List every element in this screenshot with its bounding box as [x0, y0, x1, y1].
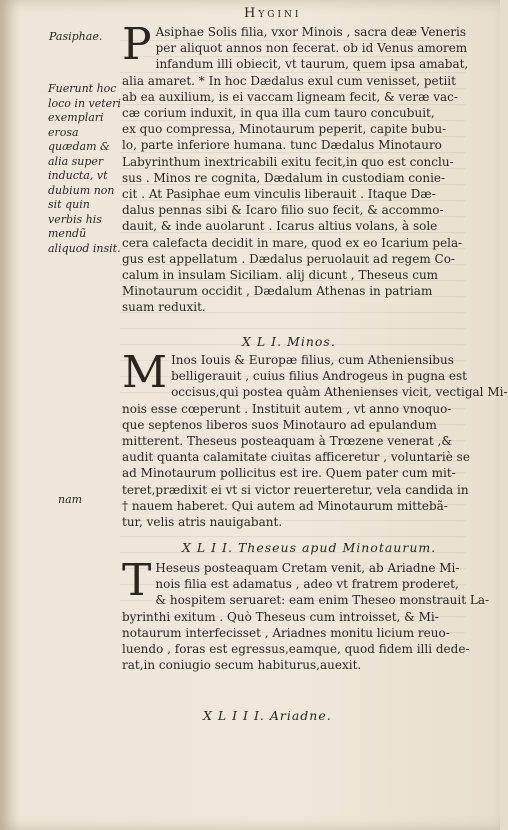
margin-note-emendation: Fuerunt hoc loco in veteri exemplari erosa quædam & alia super inducta, vt dubium non sit quin verbis his mendũ aliquod insit. [48, 82, 121, 255]
text-line: cæ corium induxit, in qua illa cum tauro concubuit, [122, 106, 435, 121]
dropcap: T [122, 555, 152, 606]
text-line: teret,prædixit ei vt si victor reuerteretur, vela candida in [122, 482, 469, 497]
section-theseus [122, 555, 490, 673]
text-line: calum in insulam Siciliam. alij dicunt , Theseus cum [122, 268, 439, 283]
text-line: & hospitem seruaret: eam enim Theseo monstrauit La- [155, 593, 490, 608]
text-line: ex quo compressa, Minotaurum peperit, capite bubu- [122, 122, 447, 137]
text-line: gus est appellatum . Dædalus peruolauit ad regem Co- [122, 251, 455, 266]
margin-note-nam: nam [58, 493, 83, 506]
text-line: Heseus posteaquam Cretam venit, ab Ariadne Mi- [155, 561, 460, 575]
text-line: dauit, & inde auolarunt . Icarus altius volans, à sole [122, 219, 438, 234]
text-line: lo, parte inferiore humana. tunc Dædalus Minotauro [122, 138, 442, 153]
margin-note-pasiphae: Pasiphae. [49, 30, 103, 43]
text-line: Labyrinthum inextricabili exitu fecit,in quo est conclu- [122, 154, 454, 169]
text-line: alia amaret. * In hoc Dædalus exul cum venisset, petiit [122, 73, 456, 88]
chapter-heading-minos: X L I. Minos. [242, 334, 336, 349]
text-line: notaurum interfecisset , Ariadnes monitu licium reuo- [122, 625, 450, 640]
text-line: cera calefacta decidit in mare, quod ex eo Icarium pela- [122, 235, 463, 250]
text-line: tur, velis atris nauigabant. [122, 515, 283, 530]
text-line: luendo , foras est egressus,eamque, quod fidem illi dede- [122, 642, 470, 657]
text-line: byrinthi exitum . Quò Theseus cum introisset, & Mi- [122, 609, 439, 624]
text-line: rat,in coniugio secum habiturus,auexit. [122, 658, 362, 673]
text-line: belligerauit , cuius filius Androgeus in pugna est [171, 369, 468, 384]
text-line: audit quanta calamitate ciuitas afficeretur , voluntariè se [122, 450, 470, 465]
text-line: occisus,qui postea quàm Athenienses vicit, vectigal Mi- [171, 385, 508, 400]
text-line: cit . At Pasiphae eum vinculis liberauit . Itaque Dæ- [122, 187, 436, 202]
dropcap: M [122, 347, 168, 398]
running-head: Hygini [244, 6, 302, 21]
text-line: mitterent. Theseus posteaquam à Trœzene venerat ,& [122, 434, 453, 449]
dropcap: P [122, 19, 152, 70]
text-line: per aliquot annos non fecerat. ob id Venus amorem [155, 41, 468, 56]
text-line: ab ea auxilium, is ei vaccam ligneam fecit, & veræ vac- [122, 89, 458, 104]
text-line: suam reduxit. [122, 300, 206, 315]
text-line: nois esse cœperunt . Instituit autem , vt anno vnoquo- [122, 401, 452, 416]
section-pasiphae [122, 19, 469, 316]
chapter-heading-ariadne: X L I I I. Ariadne. [203, 708, 332, 723]
text-line: Inos Iouis & Europæ filius, cum Atheniensibus [171, 353, 454, 367]
text-line: Asiphae Solis filia, vxor Minois , sacra deæ Veneris [155, 25, 466, 39]
text-line: que septenos liberos suos Minotauro ad epulandum [122, 417, 437, 432]
text-line: infandum illi obiecit, vt taurum, quem ipsa amabat, [155, 57, 469, 72]
section-minos [122, 347, 508, 530]
text-line: ad Minotaurum pollicitus est ire. Quem pater cum mit- [122, 466, 456, 481]
text-line: Minotaurum occidit , Dædalum Athenas in patriam [122, 284, 433, 299]
text-line: sus . Minos re cognita, Dædalum in custodiam conie- [122, 170, 446, 185]
chapter-heading-theseus: X L I I. Theseus apud Minotaurum. [182, 540, 437, 555]
text-line: dalus pennas sibi & Icaro filio suo fecit, & accommo- [122, 203, 444, 218]
text-line: nois filia est adamatus , adeo vt fratrem proderet, [155, 577, 459, 592]
text-line: † nauem haberet. Qui autem ad Minotaurum mittebã- [122, 498, 448, 513]
